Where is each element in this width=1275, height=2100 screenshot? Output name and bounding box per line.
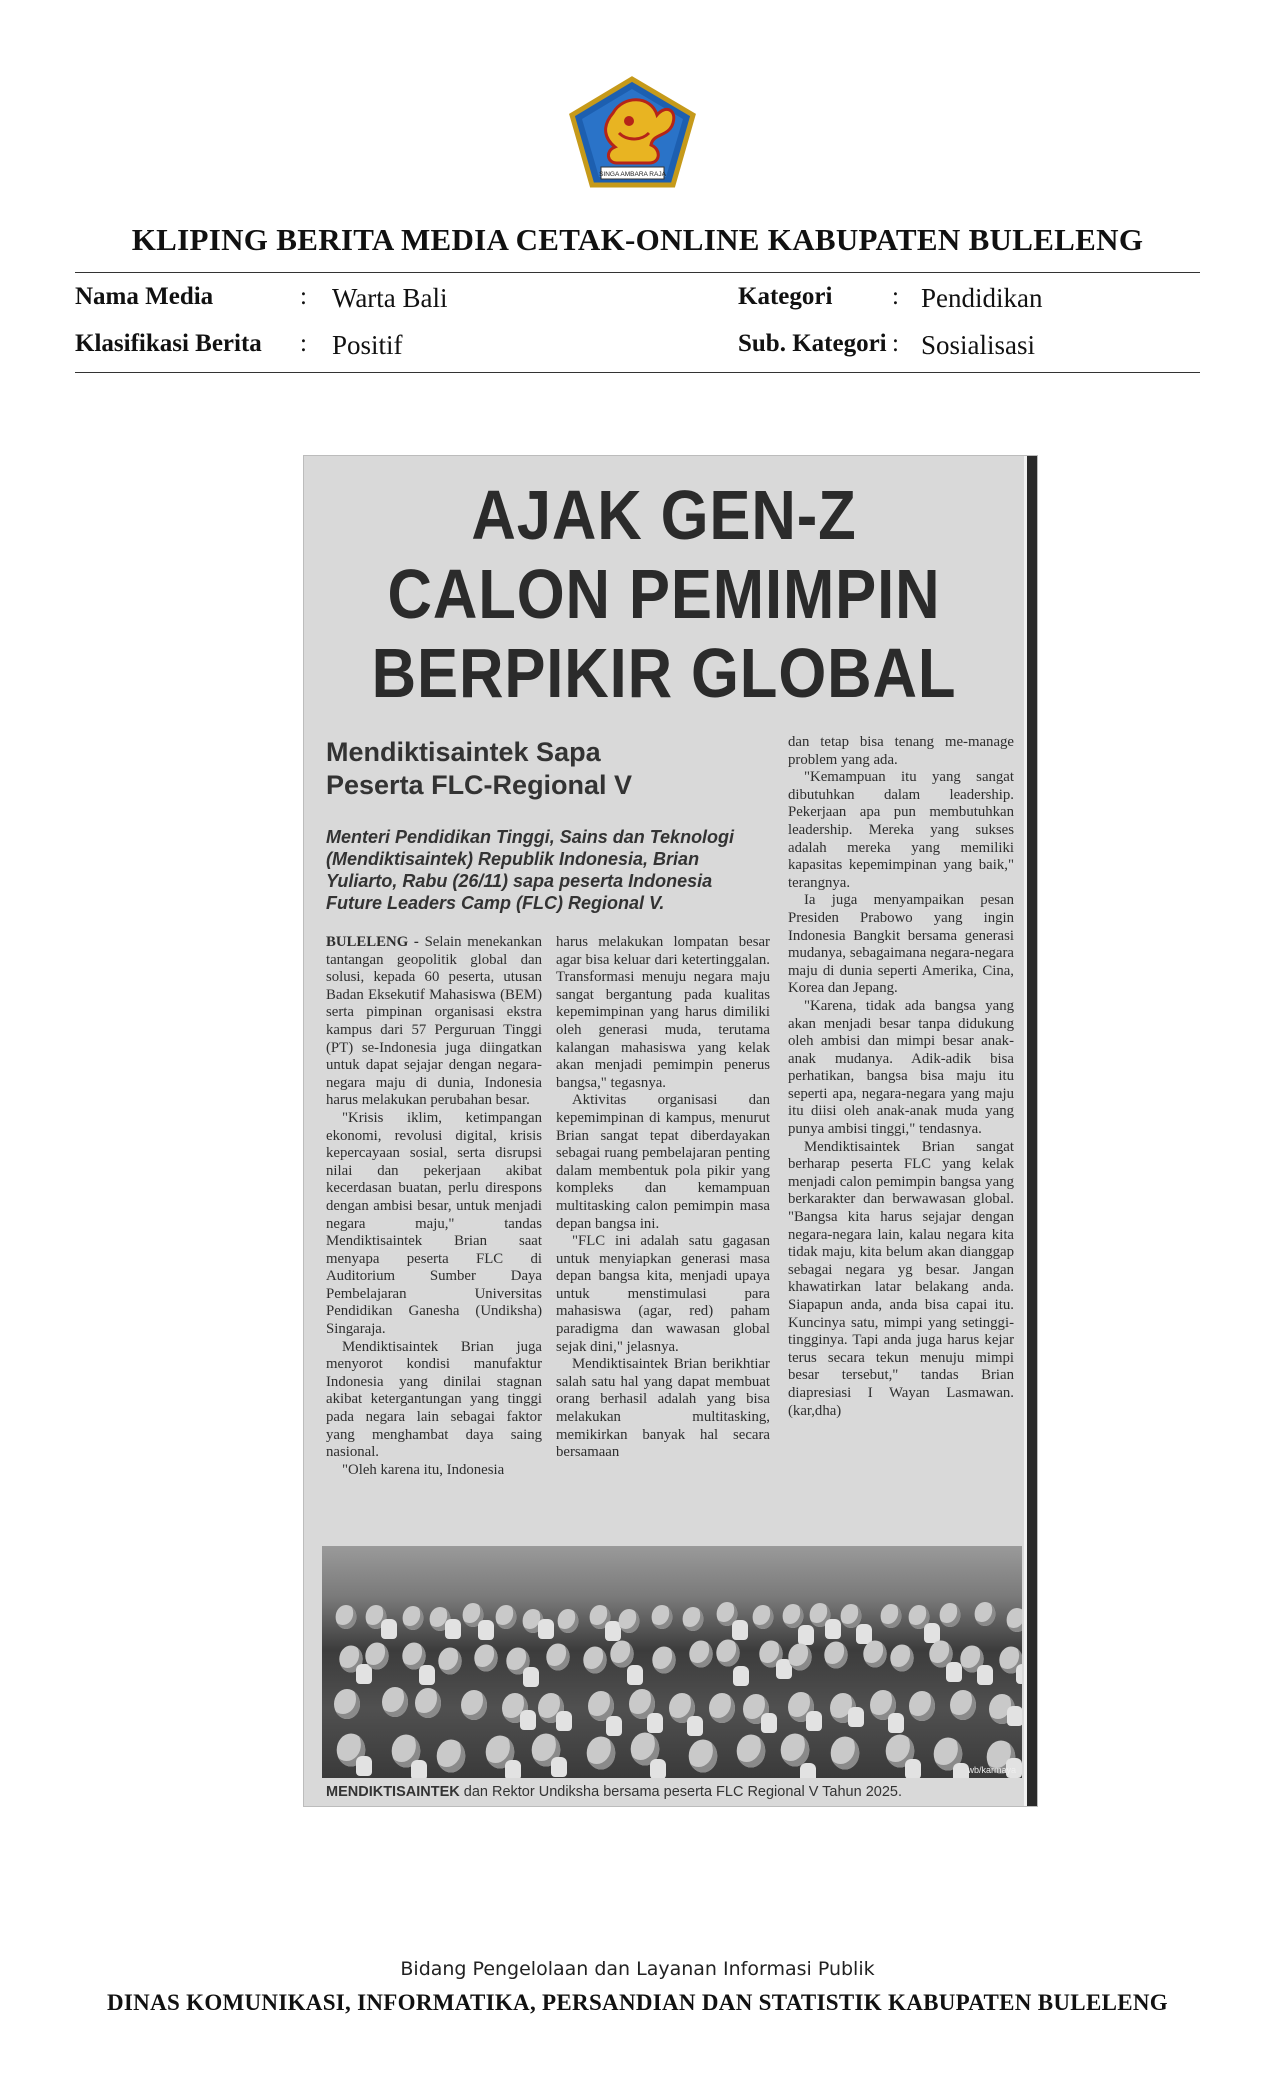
paragraph: "Karena, tidak ada bangsa yang akan menjadi besar tanpa didukung oleh ambisi dan mimpi besar anak-anak mudanya. Adik-adik bisa perhatikan, bangsa bisa maju itu seperti apa, negara-negara yang maju itu diisi oleh anak-anak muda yang punya ambisi tinggi," tendasnya.	[788, 997, 1014, 1138]
photo-raised-hand	[356, 1756, 372, 1776]
paragraph: "Kemampuan itu yang sangat dibutuhkan dalam leadership. Pekerjaan apa pun membutuhkan leadership. Mereka yang sukses adalah mereka yang memiliki kapasitas kepemimpinan yang baik," terangnya.	[788, 769, 1014, 891]
photo-person-head	[1006, 1608, 1022, 1632]
photo-person-head	[950, 1690, 976, 1720]
sheet-title: KLIPING BERITA MEDIA CETAK-ONLINE KABUPATEN BULELENG	[131, 222, 1144, 257]
subcategory-value: Sosialisasi	[921, 330, 1036, 360]
photo-person-head	[546, 1643, 569, 1670]
article-column-2	[556, 934, 770, 1462]
paragraph-text: Selain menekankan tantangan geopolitik global dan solusi, kepada 60 peserta, utusan Badan Eksekutif Mahasiswa (BEM) serta pimpinan organisasi ekstra kampus dari 57 Perguruan Tinggi (PT) se-Indonesia juga diingatkan untuk dapat sejajar dengan negara-negara maju di dunia, Indonesia harus melakukan perubahan besar.	[326, 934, 543, 1109]
photo-raised-hand	[650, 1759, 666, 1778]
photo-raised-hand	[478, 1620, 494, 1640]
footer-agency: DINAS KOMUNIKASI, INFORMATIKA, PERSANDIAN DAN STATISTIK KABUPATEN BULELENG	[107, 1990, 1168, 2015]
article-subhead	[326, 736, 766, 802]
photo-raised-hand	[1016, 1664, 1022, 1684]
meta-row-1	[75, 283, 1200, 323]
photo-person-head	[940, 1603, 961, 1627]
photo-person-head	[495, 1605, 516, 1629]
meta-row-2	[75, 330, 1200, 370]
paragraph	[326, 934, 542, 1110]
category-colon: :	[892, 283, 899, 310]
clipping-edge-shadow	[1027, 456, 1037, 1806]
caption-text: dan Rektor Undiksha bersama peserta FLC Regional V Tahun 2025.	[459, 1784, 902, 1800]
headline-line-3: BERPIKIR GLOBAL	[371, 634, 957, 712]
photo-raised-hand	[687, 1716, 703, 1736]
paragraph: "Oleh karena itu, Indonesia	[342, 1461, 505, 1478]
paragraph: Mendiktisaintek Brian sangat berharap peserta FLC yang kelak menjadi calon pemimpin bangsa yang berkarakter dan berwawasan global. "Bangsa kita harus sejajar dengan negara-negara lain, kalau negara kita tidak maju, kita belum akan dianggap sebagai negara yg besar. Jangan khawatirkan latar belakang anda. Siapapun anda, anda bisa capai itu. Kuncinya satu, mimpi yang setinggi-tingginya. Tapi anda juga harus kejar terus secara tekun menuju mimpi besar tersebut," tandas Brian diapresiasi I Wayan Lasmawan. (kar,dha)	[788, 1138, 1014, 1419]
photo-person-head	[366, 1642, 389, 1669]
subhead-line-1: Mendiktisaintek Sapa	[326, 737, 601, 767]
subcategory-colon: :	[892, 330, 899, 357]
photo-raised-hand	[798, 1625, 814, 1645]
dateline: BULELENG -	[326, 934, 419, 950]
photo-raised-hand	[761, 1713, 777, 1733]
photo-raised-hand	[381, 1619, 397, 1639]
photo-raised-hand	[606, 1716, 622, 1736]
headline-line-1: AJAK GEN-Z	[471, 476, 857, 554]
paragraph: Mendiktisaintek Brian juga menyorot kondisi manufaktur Indonesia yang dinilai stagnan akibat ketergantungan yang tinggi pada negara lain sebagai faktor yang menghambat daya saing nasional.	[326, 1338, 542, 1461]
photo-raised-hand	[556, 1711, 572, 1731]
photo-person-head	[909, 1691, 935, 1721]
media-colon: :	[300, 283, 307, 310]
photo-raised-hand	[523, 1667, 539, 1687]
article-lead: Menteri Pendidikan Tinggi, Sains dan Teknologi (Mendiktisaintek) Republik Indonesia, Brian Yuliarto, Rabu (26/11) sapa peserta Indonesia Future Leaders Camp (FLC) Regional V.	[326, 827, 735, 913]
photo-person-head	[382, 1687, 408, 1717]
photo-person-head	[403, 1606, 424, 1630]
category-label: Kategori	[738, 283, 833, 310]
headline-line-2: CALON PEMIMPIN	[387, 555, 941, 633]
caption-lead: MENDIKTISAINTEK	[326, 1784, 460, 1800]
photo-person-head	[788, 1643, 811, 1670]
photo-person-head	[689, 1641, 712, 1668]
buleleng-regency-crest-icon	[565, 75, 700, 200]
photo-person-head	[781, 1734, 810, 1767]
subhead-line-2: Peserta FLC-Regional V	[326, 770, 633, 800]
classification-value: Positif	[332, 330, 403, 360]
photo-person-head	[652, 1646, 675, 1673]
photo-person-head	[437, 1739, 466, 1772]
photo-credit: wb/karmaya	[967, 1765, 1016, 1775]
photo-person-head	[336, 1605, 357, 1629]
photo-raised-hand	[627, 1665, 643, 1685]
article-column-3	[788, 734, 1014, 1420]
photo-raised-hand	[520, 1710, 536, 1730]
photo-person-head	[461, 1690, 487, 1720]
logo-ribbon-text: SINGA AMBARA RAJA	[599, 171, 666, 178]
photo-person-head	[709, 1693, 735, 1723]
photo-person-head	[474, 1644, 497, 1671]
photo-raised-hand	[888, 1713, 904, 1733]
classification-colon: :	[300, 330, 307, 357]
photo-raised-hand	[1007, 1706, 1022, 1726]
photo-raised-hand	[946, 1662, 962, 1682]
photo-raised-hand	[825, 1619, 841, 1639]
photo-raised-hand	[538, 1619, 554, 1639]
photo-raised-hand	[411, 1760, 427, 1778]
photo-raised-hand	[445, 1619, 461, 1639]
paragraph: Aktivitas organisasi dan kepemimpinan di kampus, menurut Brian sangat tepat diberdayakan sebagai ruang pembelajaran penting dalam membentuk pola pikir yang kompleks dan kemampuan multitasking calon pemimpin masa depan bangsa ini.	[556, 1092, 770, 1232]
photo-raised-hand	[848, 1707, 864, 1727]
photo-person-head	[890, 1644, 913, 1671]
group-photo	[322, 1546, 1022, 1778]
photo-raised-hand	[733, 1666, 749, 1686]
photo-person-head	[974, 1602, 995, 1626]
newspaper-clipping	[303, 455, 1038, 1807]
photo-raised-hand	[806, 1711, 822, 1731]
article-column-1	[326, 934, 542, 1479]
photo-person-head	[737, 1734, 766, 1767]
photo-person-head	[881, 1604, 902, 1628]
photo-raised-hand	[505, 1760, 521, 1778]
classification-label: Klasifikasi Berita	[75, 330, 262, 357]
subcategory-label: Sub. Kategori	[738, 330, 887, 357]
paragraph: "FLC ini adalah satu gagasan untuk menyiapkan generasi masa depan bangsa kita, menjadi upaya untuk menstimulasi para mahasiswa (agar, red) paham paradigma dan wawasan global sejak dini," jelasnya.	[556, 1233, 770, 1355]
photo-raised-hand	[977, 1665, 993, 1685]
photo-raised-hand	[732, 1620, 748, 1640]
header-top-rule	[75, 272, 1200, 273]
photo-person-head	[619, 1609, 640, 1633]
photo-person-head	[415, 1688, 441, 1718]
photo-person-head	[782, 1604, 803, 1628]
photo-person-head	[831, 1737, 860, 1770]
article-headline	[347, 476, 981, 713]
photo-raised-hand	[800, 1763, 816, 1779]
photo-person-head	[587, 1737, 616, 1770]
photo-person-head	[611, 1641, 634, 1668]
photo-person-head	[651, 1605, 672, 1629]
paragraph: harus melakukan lompatan besar agar bisa keluar dari ketertinggalan. Transformasi menuju negara maju sangat bergantung pada kualitas kepemimpinan yang harus dimiliki oleh generasi muda, terutama kalangan mahasiswa yang kelak akan menjadi pemimpin penerus bangsa," tegasnya.	[556, 934, 770, 1091]
media-value: Warta Bali	[332, 283, 448, 313]
photo-person-head	[753, 1605, 774, 1629]
photo-person-head	[689, 1740, 718, 1773]
header-bottom-rule	[75, 372, 1200, 373]
paragraph: "Krisis iklim, ketimpangan ekonomi, revolusi digital, krisis kepercayaan sosial, serta disrupsi nilai dan pekerjaan akibat kecerdasan buatan, perlu direspons dengan ambisi besar, untuk menjadi negara maju," tandas Mendiktisaintek Brian saat menyapa peserta FLC di Auditorium Sumber Daya Pembelajaran Universitas Pendidikan Ganesha (Undiksha) Singaraja.	[326, 1109, 542, 1338]
paragraph: dan tetap bisa tenang me-manage problem yang ada.	[788, 734, 1014, 768]
media-label: Nama Media	[75, 283, 214, 310]
photo-raised-hand	[419, 1665, 435, 1685]
photo-person-head	[584, 1647, 607, 1674]
photo-person-head	[864, 1641, 887, 1668]
photo-raised-hand	[924, 1623, 940, 1643]
category-value: Pendidikan	[921, 283, 1043, 313]
paragraph: Mendiktisaintek Brian berikhtiar salah satu hal yang dapat membuat orang berhasil adalah yang bisa melakukan multitasking, memikirkan banyak hal secara bersamaan	[556, 1356, 770, 1461]
photo-person-head	[438, 1647, 461, 1674]
photo-raised-hand	[905, 1759, 921, 1778]
photo-raised-hand	[551, 1757, 567, 1777]
footer-department: Bidang Pengelolaan dan Layanan Informasi Publik	[400, 1958, 875, 1980]
photo-person-head	[334, 1689, 360, 1719]
paragraph: Ia juga menyampaikan pesan Presiden Prabowo yang ingin Indonesia Bangkit bersama generasi mudanya, sebagaimana negara-negara maju di dunia seperti Amerika, Cina, Korea dan Jepang.	[788, 892, 1014, 997]
photo-person-head	[558, 1609, 579, 1633]
photo-person-head	[824, 1641, 847, 1668]
photo-person-head	[682, 1607, 703, 1631]
photo-caption	[326, 1784, 1026, 1800]
regency-logo	[565, 75, 700, 200]
photo-raised-hand	[647, 1713, 663, 1733]
photo-person-head	[716, 1640, 739, 1667]
